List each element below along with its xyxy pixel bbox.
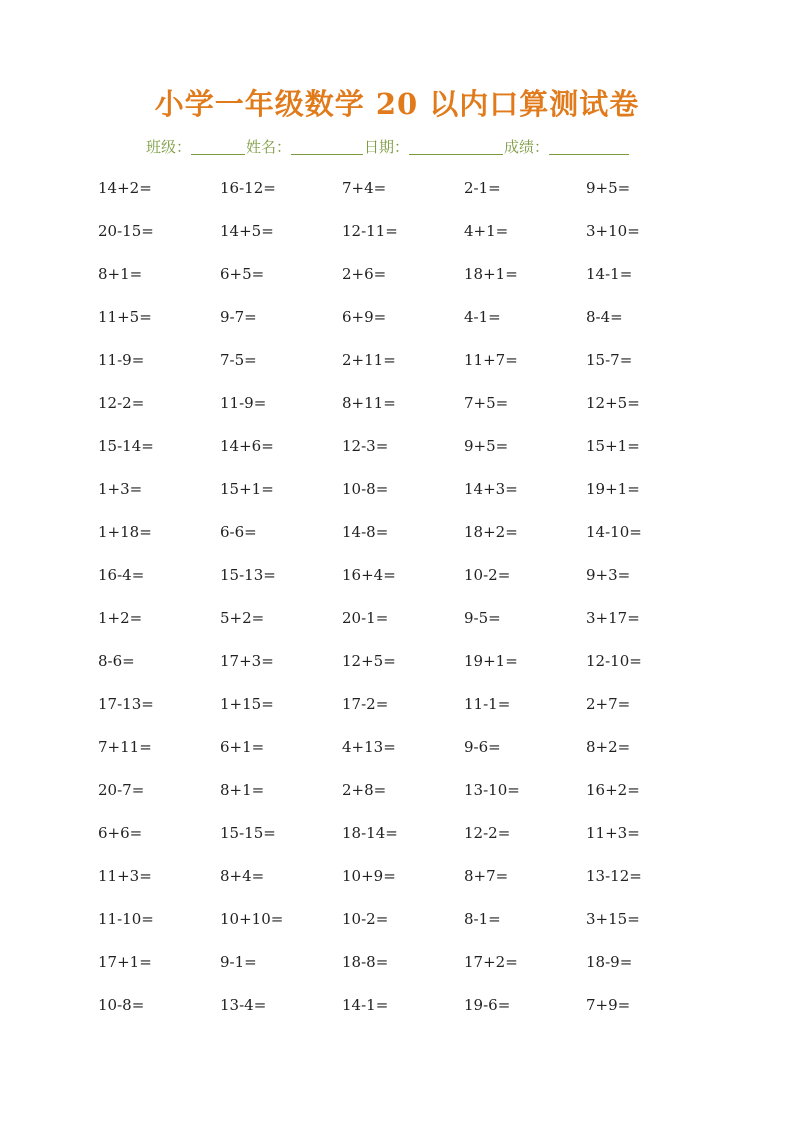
problem-row bbox=[98, 725, 718, 768]
problem-cell: 9+5= bbox=[464, 436, 509, 455]
problem-cell: 16-12= bbox=[220, 178, 276, 197]
problem-row bbox=[98, 510, 718, 553]
problem-cell: 17+2= bbox=[464, 952, 518, 971]
problem-cell: 18+2= bbox=[464, 522, 518, 541]
problem-cell: 11+3= bbox=[586, 823, 640, 842]
problem-row bbox=[98, 295, 718, 338]
problem-cell: 10-2= bbox=[464, 565, 511, 584]
problem-cell: 8+1= bbox=[220, 780, 265, 799]
problem-grid bbox=[98, 166, 718, 1026]
problem-cell: 14+5= bbox=[220, 221, 274, 240]
problem-cell: 8-1= bbox=[464, 909, 501, 928]
problem-cell: 1+2= bbox=[98, 608, 143, 627]
problem-cell: 10+10= bbox=[220, 909, 284, 928]
problem-cell: 17+3= bbox=[220, 651, 274, 670]
problem-cell: 13-10= bbox=[464, 780, 520, 799]
problem-cell: 9-1= bbox=[220, 952, 257, 971]
problem-cell: 10-2= bbox=[342, 909, 389, 928]
problem-cell: 7+5= bbox=[464, 393, 509, 412]
problem-cell: 5+2= bbox=[220, 608, 265, 627]
score-label: 成绩： bbox=[504, 138, 550, 156]
problem-row bbox=[98, 596, 718, 639]
problem-cell: 15+1= bbox=[220, 479, 274, 498]
problem-cell: 8+2= bbox=[586, 737, 631, 756]
problem-cell: 4+13= bbox=[342, 737, 396, 756]
problem-row bbox=[98, 854, 718, 897]
problem-cell: 11-9= bbox=[220, 393, 267, 412]
problem-cell: 14-8= bbox=[342, 522, 389, 541]
problem-row bbox=[98, 983, 718, 1026]
problem-cell: 14-1= bbox=[342, 995, 389, 1014]
problem-cell: 15+1= bbox=[586, 436, 640, 455]
problem-cell: 2+8= bbox=[342, 780, 387, 799]
problem-cell: 6+9= bbox=[342, 307, 387, 326]
problem-cell: 11-10= bbox=[98, 909, 154, 928]
problem-cell: 15-14= bbox=[98, 436, 154, 455]
problem-cell: 19+1= bbox=[464, 651, 518, 670]
problem-row bbox=[98, 811, 718, 854]
problem-cell: 20-15= bbox=[98, 221, 154, 240]
problem-cell: 20-7= bbox=[98, 780, 145, 799]
problem-cell: 12-10= bbox=[586, 651, 642, 670]
problem-cell: 17-2= bbox=[342, 694, 389, 713]
problem-row bbox=[98, 553, 718, 596]
problem-cell: 15-15= bbox=[220, 823, 276, 842]
problem-cell: 18-8= bbox=[342, 952, 389, 971]
problem-cell: 8+11= bbox=[342, 393, 396, 412]
problem-cell: 6+6= bbox=[98, 823, 143, 842]
name-blank bbox=[291, 136, 363, 155]
problem-cell: 13-12= bbox=[586, 866, 642, 885]
problem-cell: 12-2= bbox=[464, 823, 511, 842]
problem-row bbox=[98, 768, 718, 811]
problem-cell: 9-6= bbox=[464, 737, 501, 756]
problem-cell: 2-1= bbox=[464, 178, 501, 197]
problem-cell: 14+2= bbox=[98, 178, 152, 197]
date-label: 日期： bbox=[364, 138, 410, 156]
class-label: 班级： bbox=[146, 138, 192, 156]
problem-row bbox=[98, 424, 718, 467]
problem-cell: 14-10= bbox=[586, 522, 642, 541]
problem-cell: 3+10= bbox=[586, 221, 640, 240]
problem-row bbox=[98, 209, 718, 252]
problem-cell: 19+1= bbox=[586, 479, 640, 498]
problem-row bbox=[98, 897, 718, 940]
problem-cell: 16-4= bbox=[98, 565, 145, 584]
page-title: 小学一年级数学 20 以内口算测试卷 bbox=[154, 87, 640, 121]
problem-cell: 8+1= bbox=[98, 264, 143, 283]
problem-cell: 10-8= bbox=[98, 995, 145, 1014]
problem-cell: 2+6= bbox=[342, 264, 387, 283]
problem-cell: 6+5= bbox=[220, 264, 265, 283]
problem-cell: 1+18= bbox=[98, 522, 152, 541]
problem-row bbox=[98, 940, 718, 983]
problem-cell: 12-11= bbox=[342, 221, 398, 240]
problem-cell: 18-14= bbox=[342, 823, 398, 842]
problem-cell: 15-7= bbox=[586, 350, 633, 369]
problem-row bbox=[98, 639, 718, 682]
problem-cell: 11-9= bbox=[98, 350, 145, 369]
problem-row bbox=[98, 252, 718, 295]
problem-cell: 18-9= bbox=[586, 952, 633, 971]
problem-row bbox=[98, 467, 718, 510]
problem-cell: 1+3= bbox=[98, 479, 143, 498]
problem-cell: 17-13= bbox=[98, 694, 154, 713]
problem-row bbox=[98, 682, 718, 725]
problem-cell: 6+1= bbox=[220, 737, 265, 756]
problem-cell: 9-7= bbox=[220, 307, 257, 326]
problem-cell: 12-2= bbox=[98, 393, 145, 412]
problem-cell: 15-13= bbox=[220, 565, 276, 584]
student-info-line bbox=[146, 136, 706, 158]
problem-row bbox=[98, 381, 718, 424]
problem-cell: 7-5= bbox=[220, 350, 257, 369]
problem-cell: 17+1= bbox=[98, 952, 152, 971]
problem-cell: 9-5= bbox=[464, 608, 501, 627]
problem-cell: 3+17= bbox=[586, 608, 640, 627]
problem-cell: 12-3= bbox=[342, 436, 389, 455]
problem-cell: 14-1= bbox=[586, 264, 633, 283]
problem-cell: 11+3= bbox=[98, 866, 152, 885]
problem-cell: 7+4= bbox=[342, 178, 387, 197]
problem-cell: 4-1= bbox=[464, 307, 501, 326]
problem-cell: 16+2= bbox=[586, 780, 640, 799]
problem-cell: 11-1= bbox=[464, 694, 511, 713]
class-blank bbox=[191, 136, 245, 155]
problem-cell: 19-6= bbox=[464, 995, 511, 1014]
problem-cell: 2+7= bbox=[586, 694, 631, 713]
date-blank bbox=[409, 136, 503, 155]
problem-cell: 2+11= bbox=[342, 350, 396, 369]
problem-cell: 7+11= bbox=[98, 737, 152, 756]
problem-cell: 8-4= bbox=[586, 307, 623, 326]
problem-cell: 11+7= bbox=[464, 350, 518, 369]
problem-cell: 16+4= bbox=[342, 565, 396, 584]
score-blank bbox=[549, 136, 629, 155]
problem-cell: 12+5= bbox=[342, 651, 396, 670]
problem-cell: 7+9= bbox=[586, 995, 631, 1014]
problem-cell: 10-8= bbox=[342, 479, 389, 498]
problem-row bbox=[98, 338, 718, 381]
name-label: 姓名： bbox=[246, 138, 292, 156]
problem-cell: 14+6= bbox=[220, 436, 274, 455]
problem-cell: 8-6= bbox=[98, 651, 135, 670]
problem-cell: 3+15= bbox=[586, 909, 640, 928]
problem-cell: 13-4= bbox=[220, 995, 267, 1014]
problem-cell: 8+4= bbox=[220, 866, 265, 885]
problem-cell: 6-6= bbox=[220, 522, 257, 541]
problem-cell: 9+5= bbox=[586, 178, 631, 197]
problem-cell: 10+9= bbox=[342, 866, 396, 885]
problem-cell: 14+3= bbox=[464, 479, 518, 498]
problem-cell: 11+5= bbox=[98, 307, 152, 326]
problem-cell: 18+1= bbox=[464, 264, 518, 283]
problem-cell: 12+5= bbox=[586, 393, 640, 412]
problem-cell: 4+1= bbox=[464, 221, 509, 240]
problem-cell: 9+3= bbox=[586, 565, 631, 584]
problem-cell: 8+7= bbox=[464, 866, 509, 885]
problem-cell: 1+15= bbox=[220, 694, 274, 713]
problem-cell: 20-1= bbox=[342, 608, 389, 627]
problem-row bbox=[98, 166, 718, 209]
